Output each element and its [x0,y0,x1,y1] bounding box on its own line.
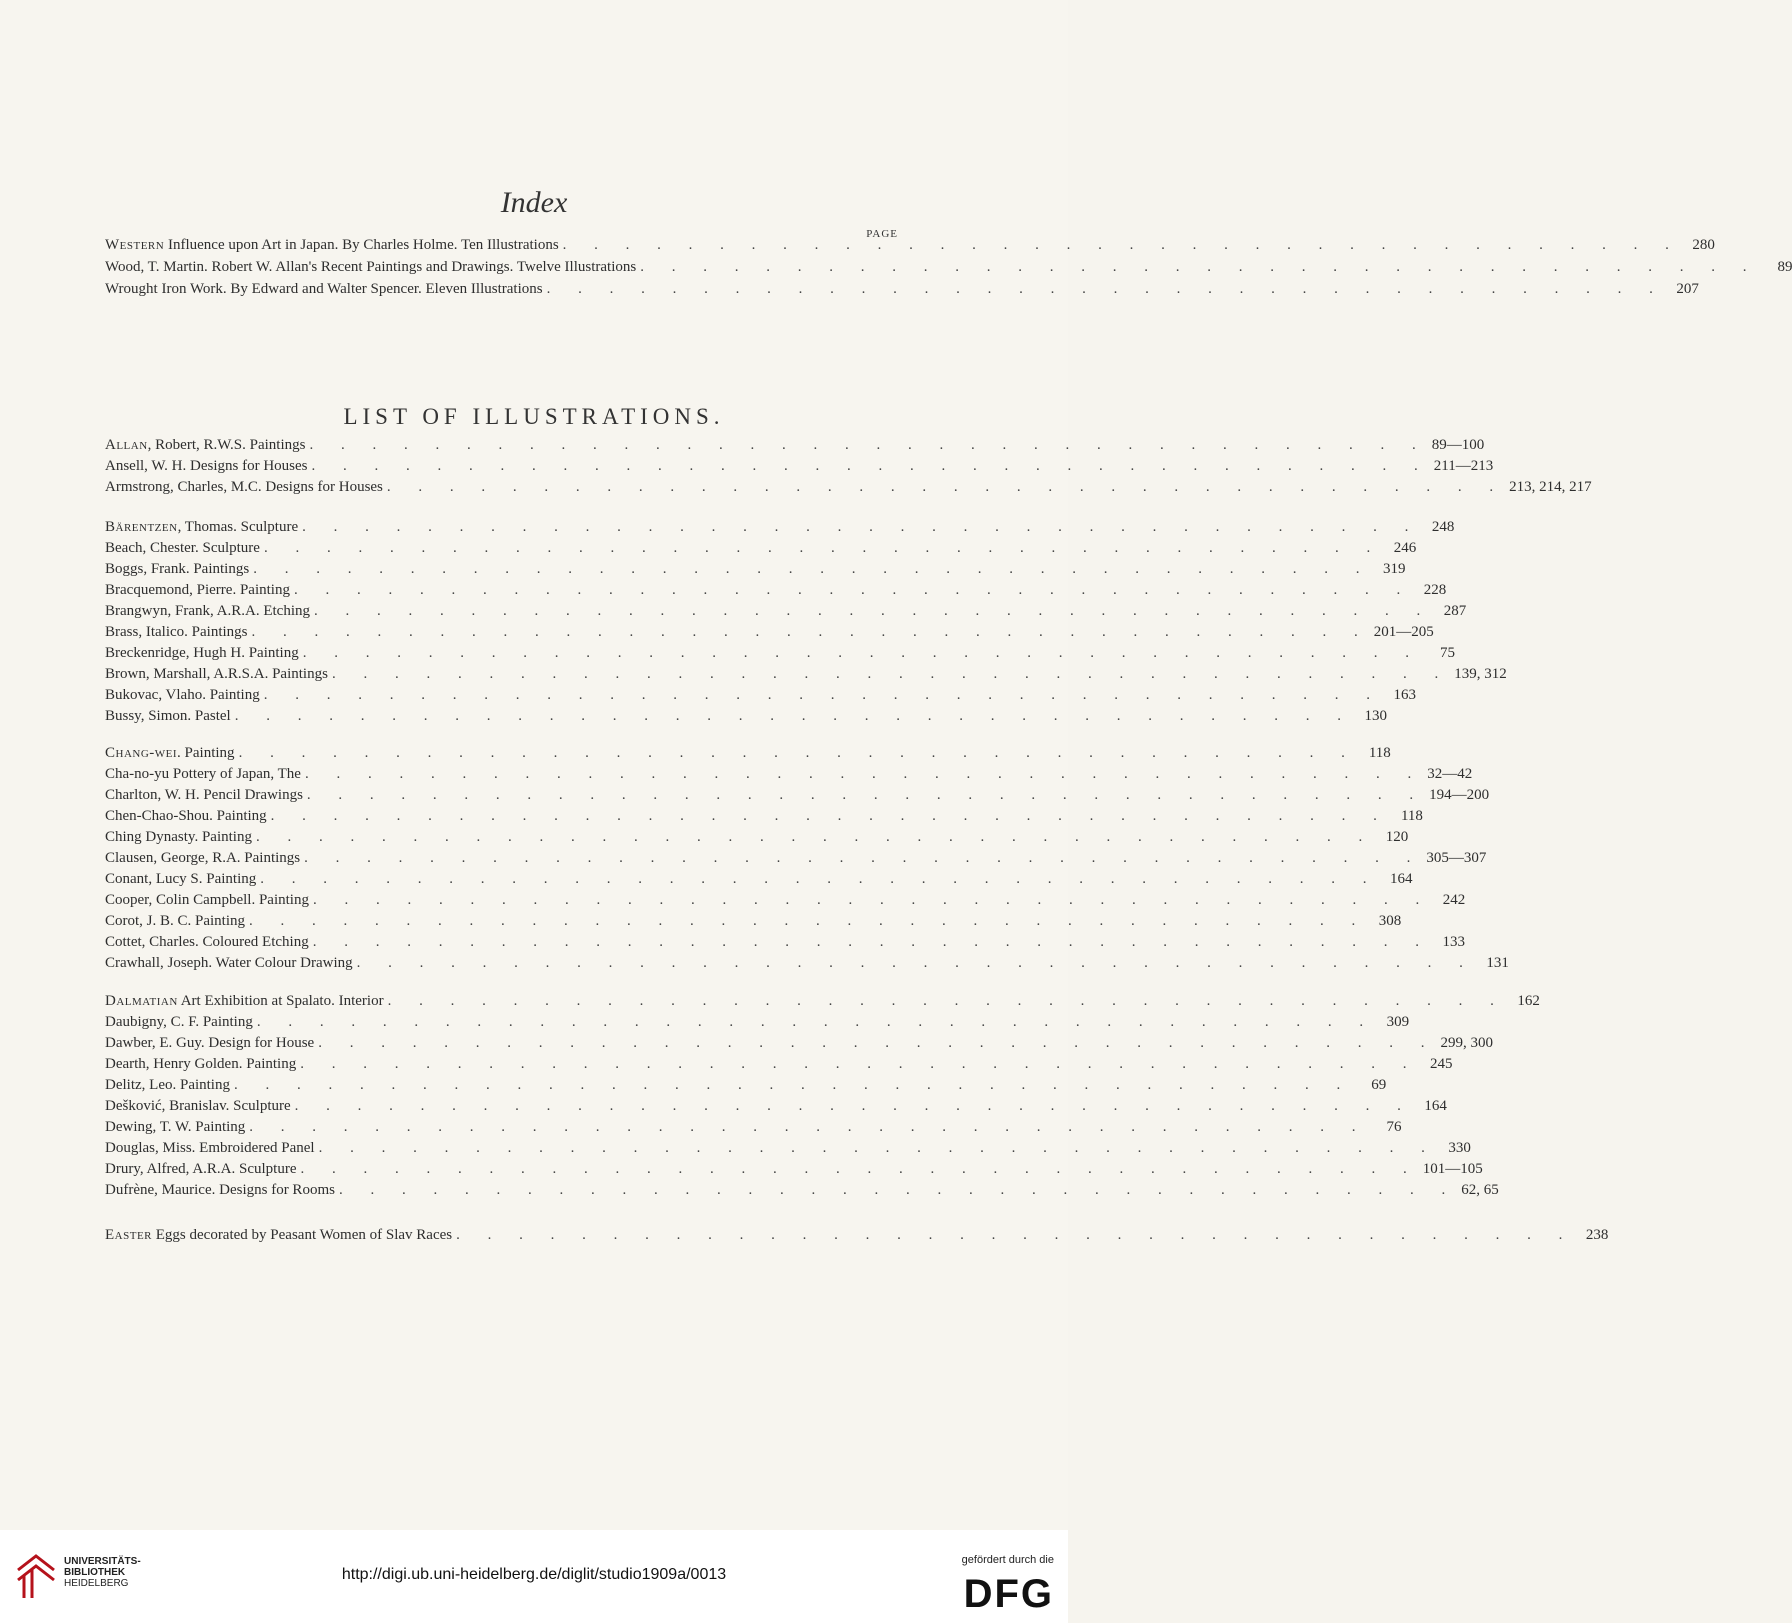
index-row [105,455,1494,477]
leader-dots: . . . . . . . . . . . . . . . . . . . . . . . . . . . . . . . . . . . . [546,281,1665,297]
entry-page-number: 101—105 [1422,1161,1483,1177]
leader-dots: . . . . . . . . . . . . . . . . . . . . . . . . . . . . . . . . . . . . [387,993,1506,1009]
entry-page-number: 207 [1676,281,1699,297]
index-row [105,621,1434,643]
index-row [105,784,1490,806]
index-row [105,234,1715,256]
entry-text: Beach, Chester. Sculpture [105,540,260,556]
entry-text: Clausen, George, R.A. Paintings [105,850,301,866]
index-row [105,1074,1387,1096]
entry-text: Bracquemond, Pierre. Painting [105,582,290,598]
index-row [105,805,1423,827]
index-row [105,1095,1447,1117]
entry-text: Art Exhibition at Spalato. Interior [177,993,384,1009]
entry-page-number: 131 [1486,955,1509,971]
entry-text: Cottet, Charles. Coloured Etching [105,934,309,950]
entry-page-number: 62, 65 [1461,1182,1499,1198]
index-row [105,952,1509,974]
entry-text: Breckenridge, Hugh H. Painting [105,645,299,661]
leader-dots: . . . . . . . . . . . . . . . . . . . . . . . . . . . . . . . . . . . . [251,624,1370,640]
entry-title [105,516,298,538]
leader-dots: . . . . . . . . . . . . . . . . . . . . . . . . . . . . . . . . . . . . [386,479,1506,495]
entry-page-number: 309 [1386,1014,1410,1030]
leader-dots: . . . . . . . . . . . . . . . . . . . . . . . . . . . . . . . . . . . . [640,259,1759,275]
index-row [105,1158,1483,1180]
index-row [105,537,1417,559]
entry-lead-word: Easter [105,1227,152,1243]
entry-page-number: 245 [1429,1056,1453,1072]
entry-text: Conant, Lucy S. Painting [105,871,257,887]
entry-page-number: 248 [1431,519,1455,535]
entry-text: Ansell, W. H. Designs for Houses [105,458,308,474]
entry-page-number: 299, 300 [1440,1035,1493,1051]
entry-text: Dawber, E. Guy. Design for House [105,1035,315,1051]
entry-title [105,826,252,848]
index-row [105,663,1507,685]
entry-text: Cha-no-yu Pottery of Japan, The [105,766,301,782]
entry-title [105,784,303,806]
entry-text: Wood, T. Martin. Robert W. Allan's Recent Paintings and Drawings. Twelve Illustrations [105,259,637,275]
entry-title [105,663,328,685]
index-row [105,1116,1402,1138]
leader-dots: . . . . . . . . . . . . . . . . . . . . . . . . . . . . . . . . . . . . [311,458,1430,474]
leader-dots: . . . . . . . . . . . . . . . . . . . . . . . . . . . . . . . . . . . . [270,808,1389,824]
entry-page-number: 139, 312 [1454,666,1507,682]
entry-page-number: 280 [1692,237,1715,253]
index-row [105,763,1473,785]
entry-page-number: 305—307 [1426,850,1487,866]
index-row [105,516,1455,538]
entry-page-number: 164 [1390,871,1413,887]
index-row [105,868,1413,890]
entry-text: Brangwyn, Frank, A.R.A. Etching [105,603,310,619]
page-column-header: PAGE [866,228,898,240]
leader-dots: . . . . . . . . . . . . . . . . . . . . . . . . . . . . . . . . . . . . [312,892,1432,908]
entry-page-number: 330 [1448,1140,1471,1156]
entry-title [105,1011,253,1033]
entry-text: Dufrène, Maurice. Designs for Rooms [105,1182,335,1198]
index-row [105,256,1792,278]
index-row [105,684,1416,706]
entry-text: Bukovac, Vlaho. Painting [105,687,260,703]
leader-dots: . . . . . . . . . . . . . . . . . . . . . . . . . . . . . . . . . . . . [234,708,1353,724]
entry-lead-word: Chang-wei [105,745,178,761]
index-row [105,558,1406,580]
index-row [105,1179,1499,1201]
index-row [105,910,1402,932]
entry-page-number: 242 [1442,892,1466,908]
entry-lead-word: Dalmatian [105,993,178,1009]
entry-title [105,278,543,300]
list-of-illustrations-title: LIST OF ILLUSTRATIONS. [343,404,725,429]
entry-page-number: 164 [1424,1098,1447,1114]
index-row [105,476,1592,498]
entry-title [105,1032,314,1054]
entry-title [105,455,308,477]
leader-dots: . . . . . . . . . . . . . . . . . . . . . . . . . . . . . . . . . . . . [260,871,1379,887]
entry-title [105,1158,297,1180]
entry-lead-word: Allan [105,437,148,453]
entry-title [105,1074,230,1096]
leader-dots: . . . . . . . . . . . . . . . . . . . . . . . . . . . . . . . . . . . . [249,913,1368,929]
entry-title [105,805,267,827]
entry-text: Dešković, Branislav. Sculpture [105,1098,291,1114]
entry-page-number: 118 [1368,745,1391,761]
entry-title [105,868,256,890]
leader-dots: . . . . . . . . . . . . . . . . . . . . . . . . . . . . . . . . . . . . [318,1140,1437,1156]
entry-title [105,742,235,764]
entry-page-number: 133 [1442,934,1465,950]
entry-title [105,1095,291,1117]
entry-page-number: 238 [1585,1227,1609,1243]
entry-title [105,537,260,559]
entry-page-number: 201—205 [1373,624,1434,640]
entry-text: Ching Dynasty. Painting [105,829,252,845]
library-name-line2: BIBLIOTHEK [64,1567,126,1578]
entry-text: Boggs, Frank. Paintings [105,561,250,577]
index-row [105,600,1467,622]
entry-title [105,705,231,727]
entry-title [105,889,309,911]
entry-text: Brass, Italico. Paintings [105,624,248,640]
dfg-logo: DFG [963,1572,1054,1616]
entry-title [105,1116,245,1138]
entry-page-number: 228 [1423,582,1447,598]
entry-text: Bussy, Simon. Pastel [105,708,231,724]
entry-title [105,763,301,785]
entry-page-number: 89—100 [1431,437,1485,453]
entry-title [105,990,384,1012]
entry-title [105,621,248,643]
entry-text: Crawhall, Joseph. Water Colour Drawing [105,955,353,971]
leader-dots: . . . . . . . . . . . . . . . . . . . . . . . . . . . . . . . . . . . . [356,955,1475,971]
entry-lead-word: Bärentzen [105,519,178,535]
entry-text: , Thomas. Sculpture [177,519,299,535]
entry-title [105,1053,296,1075]
entry-page-number: 308 [1378,913,1402,929]
entry-text: Charlton, W. H. Pencil Drawings [105,787,303,803]
entry-text: Delitz, Leo. Painting [105,1077,230,1093]
leader-dots: . . . . . . . . . . . . . . . . . . . . . . . . . . . . . . . . . . . . [255,829,1375,845]
entry-title [105,931,309,953]
entry-page-number: 211—213 [1433,458,1494,474]
leader-dots: . . . . . . . . . . . . . . . . . . . . . . . . . . . . . . . . . . . . [302,519,1421,535]
leader-dots: . . . . . . . . . . . . . . . . . . . . . . . . . . . . . . . . . . . . [293,582,1413,598]
entry-text: Wrought Iron Work. By Edward and Walter Spencer. Eleven Illustrations [105,281,543,297]
library-name-line3: HEIDELBERG [64,1578,129,1589]
leader-dots: . . . . . . . . . . . . . . . . . . . . . . . . . . . . . . . . . . . . [300,1056,1419,1072]
entry-page-number: 287 [1443,603,1467,619]
entry-text: Dewing, T. W. Painting [105,1119,246,1135]
entry-title [105,847,300,869]
entry-text: . Painting [177,745,235,761]
library-name-line1: UNIVERSITÄTS- [64,1556,141,1567]
index-row [105,742,1391,764]
entry-lead-word: Western [105,237,165,253]
leader-dots: . . . . . . . . . . . . . . . . . . . . . . . . . . . . . . . . . . . . [312,934,1431,950]
entry-title [105,1224,452,1246]
entry-title [105,1179,335,1201]
leader-dots: . . . . . . . . . . . . . . . . . . . . . . . . . . . . . . . . . . . . [263,540,1383,556]
leader-dots: . . . . . . . . . . . . . . . . . . . . . . . . . . . . . . . . . . . . [313,603,1433,619]
entry-page-number: 76 [1386,1119,1402,1135]
leader-dots: . . . . . . . . . . . . . . . . . . . . . . . . . . . . . . . . . . . . [256,1014,1376,1030]
entry-text: Chen-Chao-Shou. Painting [105,808,267,824]
leader-dots: . . . . . . . . . . . . . . . . . . . . . . . . . . . . . . . . . . . . [302,645,1421,661]
index-row [105,1011,1410,1033]
entry-page-number: 130 [1364,708,1387,724]
leader-dots: . . . . . . . . . . . . . . . . . . . . . . . . . . . . . . . . . . . . [253,561,1372,577]
entry-page-number: 194—200 [1429,787,1490,803]
entry-title [105,256,636,278]
leader-dots: . . . . . . . . . . . . . . . . . . . . . . . . . . . . . . . . . . . . [309,437,1428,453]
entry-text: Corot, J. B. C. Painting [105,913,246,929]
leader-dots: . . . . . . . . . . . . . . . . . . . . . . . . . . . . . . . . . . . . [233,1077,1353,1093]
entry-text: Armstrong, Charles, M.C. Designs for Houses [105,479,383,495]
leader-dots: . . . . . . . . . . . . . . . . . . . . . . . . . . . . . . . . . . . . [263,687,1382,703]
index-row [105,705,1387,727]
entry-page-number: 162 [1517,993,1540,1009]
entry-text: Douglas, Miss. Embroidered Panel [105,1140,315,1156]
index-row [105,889,1466,911]
entry-page-number: 89 [1777,259,1792,275]
entry-text: , Robert, R.W.S. Paintings [147,437,306,453]
index-row [105,1137,1471,1159]
leader-dots: . . . . . . . . . . . . . . . . . . . . . . . . . . . . . . . . . . . . [304,850,1423,866]
leader-dots: . . . . . . . . . . . . . . . . . . . . . . . . . . . . . . . . . . . . [456,1227,1575,1243]
entry-page-number: 319 [1382,561,1406,577]
leader-dots: . . . . . . . . . . . . . . . . . . . . . . . . . . . . . . . . . . . . [249,1119,1368,1135]
index-row [105,826,1409,848]
entry-page-number: 163 [1393,687,1416,703]
index-row [105,1053,1453,1075]
entry-text: Cooper, Colin Campbell. Painting [105,892,309,908]
index-row [105,579,1447,601]
entry-text: Daubigny, C. F. Painting [105,1014,253,1030]
entry-title [105,600,310,622]
index-row [105,1032,1493,1054]
permalink-url[interactable]: http://digi.ub.uni-heidelberg.de/diglit/studio1909a/0013 [341,1566,727,1583]
leader-dots: . . . . . . . . . . . . . . . . . . . . . . . . . . . . . . . . . . . . [318,1035,1437,1051]
funder-caption: gefördert durch die [961,1554,1054,1566]
entry-text: Drury, Alfred, A.R.A. Sculpture [105,1161,297,1177]
index-row [105,847,1487,869]
leader-dots: . . . . . . . . . . . . . . . . . . . . . . . . . . . . . . . . . . . . [331,666,1451,682]
entry-text: Eggs decorated by Peasant Women of Slav Races [152,1227,453,1243]
entry-title [105,1137,315,1159]
leader-dots: . . . . . . . . . . . . . . . . . . . . . . . . . . . . . . . . . . . . [238,745,1357,761]
entry-page-number: 32—42 [1427,766,1473,782]
index-row [105,642,1455,664]
entry-text: Influence upon Art in Japan. By Charles Holme. Ten Illustrations [164,237,559,253]
index-row [105,278,1699,300]
entry-page-number: 120 [1385,829,1409,845]
entry-page-number: 75 [1439,645,1455,661]
leader-dots: . . . . . . . . . . . . . . . . . . . . . . . . . . . . . . . . . . . . [304,766,1424,782]
entry-text: Dearth, Henry Golden. Painting [105,1056,297,1072]
leader-dots: . . . . . . . . . . . . . . . . . . . . . . . . . . . . . . . . . . . . [294,1098,1413,1114]
index-row [105,990,1540,1012]
entry-title [105,684,260,706]
leader-dots: . . . . . . . . . . . . . . . . . . . . . . . . . . . . . . . . . . . . [562,237,1681,253]
index-title: Index [500,186,568,219]
entry-title [105,558,249,580]
leader-dots: . . . . . . . . . . . . . . . . . . . . . . . . . . . . . . . . . . . . [300,1161,1419,1177]
index-row [105,1224,1609,1246]
footer-bar [0,1530,1068,1623]
entry-title [105,234,559,256]
index-row [105,434,1485,456]
entry-title [105,642,299,664]
entry-title [105,952,353,974]
entry-title [105,476,383,498]
entry-text: Brown, Marshall, A.R.S.A. Paintings [105,666,328,682]
entry-page-number: 246 [1393,540,1417,556]
entry-title [105,579,290,601]
leader-dots: . . . . . . . . . . . . . . . . . . . . . . . . . . . . . . . . . . . . [306,787,1426,803]
leader-dots: . . . . . . . . . . . . . . . . . . . . . . . . . . . . . . . . . . . . [338,1182,1458,1198]
entry-page-number: 118 [1400,808,1423,824]
entry-page-number: 69 [1371,1077,1387,1093]
entry-title [105,910,245,932]
entry-title [105,434,305,456]
index-row [105,931,1465,953]
entry-page-number: 213, 214, 217 [1509,479,1592,495]
